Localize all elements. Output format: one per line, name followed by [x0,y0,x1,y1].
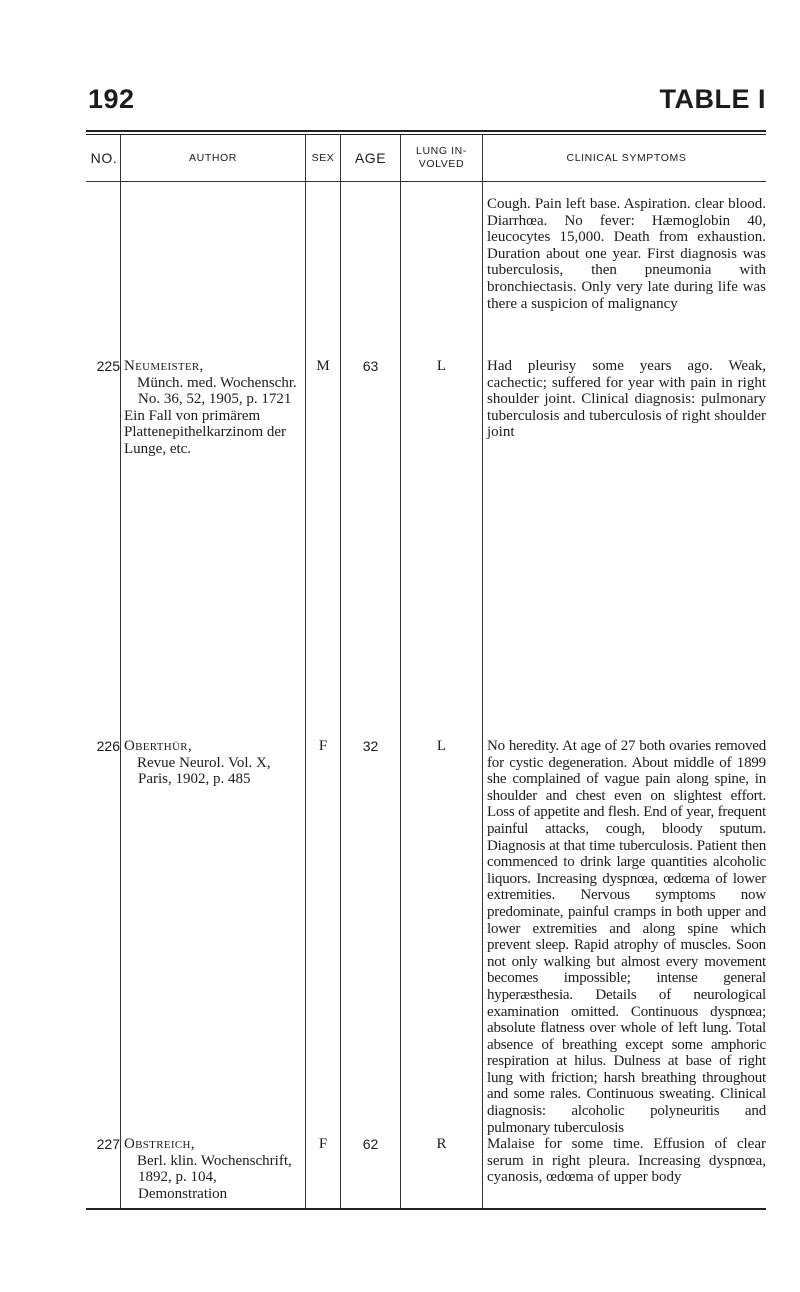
author-reference: Münch. med. Wochenschr. No. 36, 52, 1905, p. 1721 [137,374,297,408]
table-row-continued [86,182,766,359]
bottom-rule [86,1208,766,1210]
col-header-clinical: CLINICAL SYMPTOMS [483,135,767,182]
running-head: TABLE I [659,84,766,114]
table-row [86,1136,766,1208]
case-table [86,130,766,1210]
age-cell: 63 [341,358,401,738]
sex-cell: F [306,1136,341,1208]
col-header-author: AUTHOR [121,135,306,182]
case-number: 225 [96,358,120,374]
lung-cell: R [401,1136,483,1208]
author-name: Obstreich, [124,1136,195,1153]
header-row [86,135,766,182]
case-table-grid [86,135,766,1208]
lung-cell: L [401,738,483,1136]
author-cell [121,1136,306,1208]
lung-cell: L [401,358,483,738]
case-number: 226 [96,738,120,754]
author-name: Oberthür, [124,738,192,754]
case-number: 227 [96,1136,120,1153]
col-header-lung: LUNG IN-VOLVED [401,135,483,182]
age-cell: 32 [341,738,401,1136]
clinical-symptoms-cell: Cough. Pain left base. Aspiration. clear blood. Diarrhœa. No fever: Hæmoglobin 40, leucocytes 15,000. Death from exhaustion. Duration about one year. First diagnosis was tuberculosis, then pneumonia with bronchiectasis. Only very late during life was there a suspicion of malignancy [483,182,767,359]
table-row [86,738,766,1136]
author-cell [121,358,306,738]
table-row [86,358,766,738]
age-cell: 62 [341,1136,401,1208]
sex-cell: M [306,358,341,738]
author-cell [121,738,306,1136]
author-reference: Berl. klin. Wochenschrift, 1892, p. 104, Demonstration [137,1152,292,1203]
author-name: Neumeister, [124,358,204,374]
col-header-age: AGE [341,135,401,182]
clinical-symptoms-cell: Had pleurisy some years ago. Weak, cachectic; suffered for year with pain in right shoulder joint. Clinical diagnosis: pulmonary tuberculosis and tuberculosis of right shoulder joint [483,358,767,738]
sex-cell: F [306,738,341,1136]
col-header-no: NO. [86,135,121,182]
clinical-symptoms-cell: Malaise for some time. Effusion of clear serum in right pleura. Increasing dyspnœa, cyanosis, œdœma of upper body [483,1136,767,1208]
col-header-sex: SEX [306,135,341,182]
author-article-title: Ein Fall von primärem Plattenepithelkarzinom der Lunge, etc. [124,407,287,457]
author-reference: Revue Neurol. Vol. X, Paris, 1902, p. 485 [137,754,271,788]
page-number: 192 [88,84,135,114]
clinical-symptoms-cell: No heredity. At age of 27 both ovaries removed for cystic degeneration. About middle of 1899 she complained of vague pain along spine, in shoulder and chest even on slightest effort. Loss of appetite and flesh. End of year, frequent painful attacks, cough, bloody sputum. Diagnosis at that time tuberculosis. Patient then commenced to drink large quantities alcoholic liquors. Increasing dyspnœa, œdœma of lower extremities. Nervous symptoms now predominate, painful cramps in both upper and lower extremities and along spine which prevent sleep. Rapid atrophy of muscles. Soon not only walking but almost every movement becomes impossible; intense general hyperæsthesia. Details of neurological examination omitted. Continuous dyspnœa; absolute flatness over whole of left lung. Total absence of breathing except some amphoric respiration at hilus. Dulness at base of right lung with friction; harsh breathing throughout and some rales. Continuous sweating. Clinical diagnosis: alcoholic polyneuritis and pulmonary tuberculosis [483,738,767,1136]
